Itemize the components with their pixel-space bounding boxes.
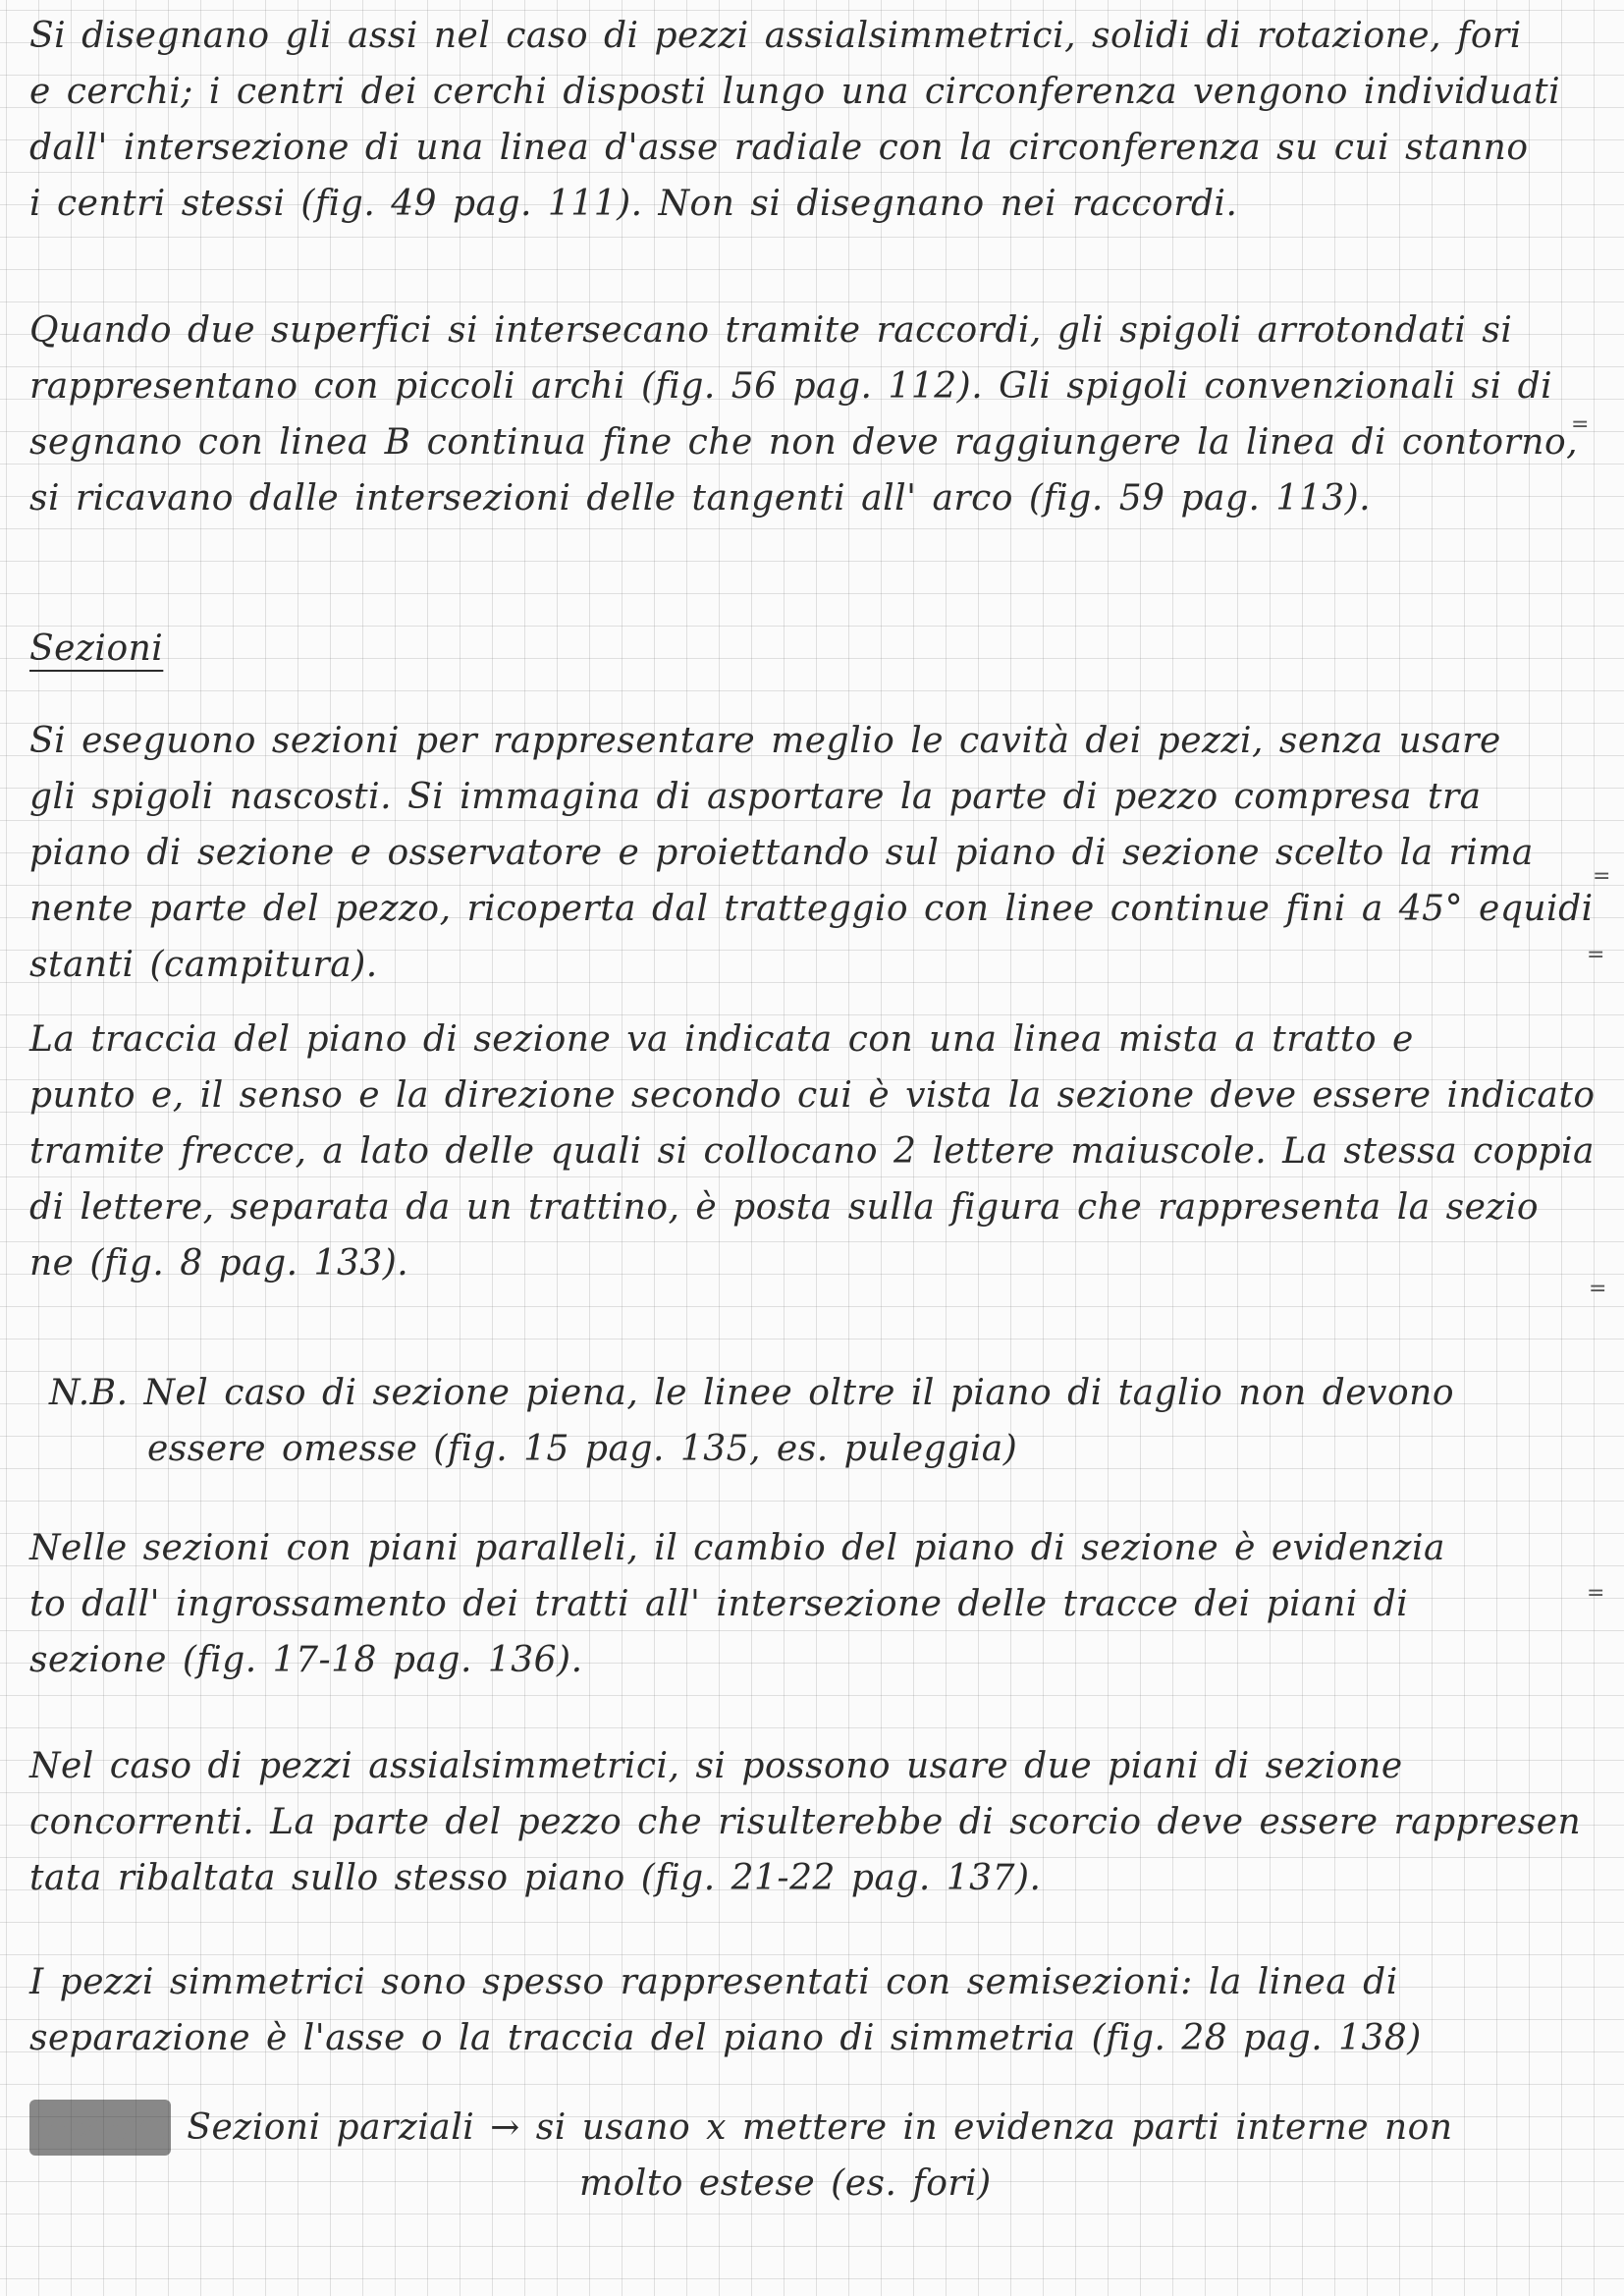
text-line: segnano con linea B continua fine che non deve raggiungere la linea di contorno, [29,422,1579,463]
text-line: Si disegnano gli assi nel caso di pezzi assialsimmetrici, solidi di rotazione, fori [29,16,1522,56]
text-line: ne (fig. 8 pag. 133). [29,1243,409,1284]
text-line: N.B. Nel caso di sezione piena, le linee oltre il piano di taglio non devono [49,1373,1454,1413]
text-line: Si eseguono sezioni per rappresentare meglio le cavità dei pezzi, senza usare [29,721,1501,761]
text-line: tata ribaltata sullo stesso piano (fig. 21-22 pag. 137). [29,1858,1042,1898]
margin-mark: = [1589,1277,1607,1301]
text-line: I pezzi simmetrici sono spesso rappresentati con semisezioni: la linea di [29,1962,1398,2002]
text-line: molto estese (es. fori) [579,2163,992,2204]
text-line: punto e, il senso e la direzione secondo cui è vista la sezione deve essere indicato [29,1075,1596,1116]
paragraph-concurrent-planes [29,1738,1600,1906]
text-line: gli spigoli nascosti. Si immagina di asportare la parte di pezzo compresa tra [29,777,1482,817]
margin-mark: = [1571,412,1590,437]
text-line: separazione è l'asse o la traccia del piano di simmetria (fig. 28 pag. 138) [29,2018,1422,2058]
note-nb [29,1365,1600,1477]
paragraph-partial-sections [29,2100,1600,2212]
text-line: tramite frecce, a lato delle quali si collocano 2 lettere maiuscole. La stessa coppia [29,1131,1596,1172]
text-line: La traccia del piano di sezione va indicata con una linea mista a tratto e [29,1019,1414,1060]
text-line: Nelle sezioni con piani paralleli, il cambio del piano di sezione è evidenzia [29,1528,1446,1568]
text-line: Quando due superfici si intersecano tramite raccordi, gli spigoli arrotondati si [29,310,1513,351]
section-heading [29,621,1600,677]
paragraph-parallel-planes [29,1520,1600,1688]
text-line: to dall' ingrossamento dei tratti all' intersezione delle tracce dei piani di [29,1584,1409,1624]
paragraph-sections-intro [29,713,1600,993]
text-line [29,2100,1600,2156]
paragraph-section-trace [29,1011,1600,1291]
text-line: essere omesse (fig. 15 pag. 135, es. puleggia) [147,1429,1018,1469]
struck-out-word: Sezioni [29,2100,171,2156]
heading-sezioni: Sezioni [29,629,164,669]
text-line: si ricavano dalle intersezioni delle tangenti all' arco (fig. 59 pag. 113). [29,478,1372,519]
paragraph-fillets [29,302,1600,526]
margin-mark: = [1587,1581,1605,1606]
text-line: piano di sezione e osservatore e proiettando sul piano di sezione scelto la rima [29,833,1534,873]
margin-mark: = [1587,943,1605,967]
text-line: di lettere, separata da un trattino, è posta sulla figura che rappresenta la sezio [29,1187,1540,1228]
text-line: e cerchi; i centri dei cerchi disposti lungo una circonferenza vengono individuati [29,72,1561,112]
text-line: dall' intersezione di una linea d'asse radiale con la circonferenza su cui stanno [29,128,1529,168]
text-line: Nel caso di pezzi assialsimmetrici, si possono usare due piani di sezione [29,1746,1403,1786]
text-line: i centri stessi (fig. 49 pag. 111). Non si disegnano nei raccordi. [29,184,1238,224]
paragraph-half-sections [29,1954,1600,2066]
text-line: concorrenti. La parte del pezzo che risulterebbe di scorcio deve essere rappresen [29,1802,1582,1842]
text-line: rappresentano con piccoli archi (fig. 56 pag. 112). Gli spigoli convenzionali si di [29,366,1553,407]
text-line: nente parte del pezzo, ricoperta dal tratteggio con linee continue fini a 45° equidi [29,889,1594,929]
text-line: stanti (campitura). [29,945,378,985]
text-line-content: Sezioni parziali → si usano x mettere in evidenza parti interne non [187,2107,1453,2148]
paragraph-axes [29,8,1600,232]
text-line: sezione (fig. 17-18 pag. 136). [29,1640,583,1680]
margin-mark: = [1593,864,1611,889]
